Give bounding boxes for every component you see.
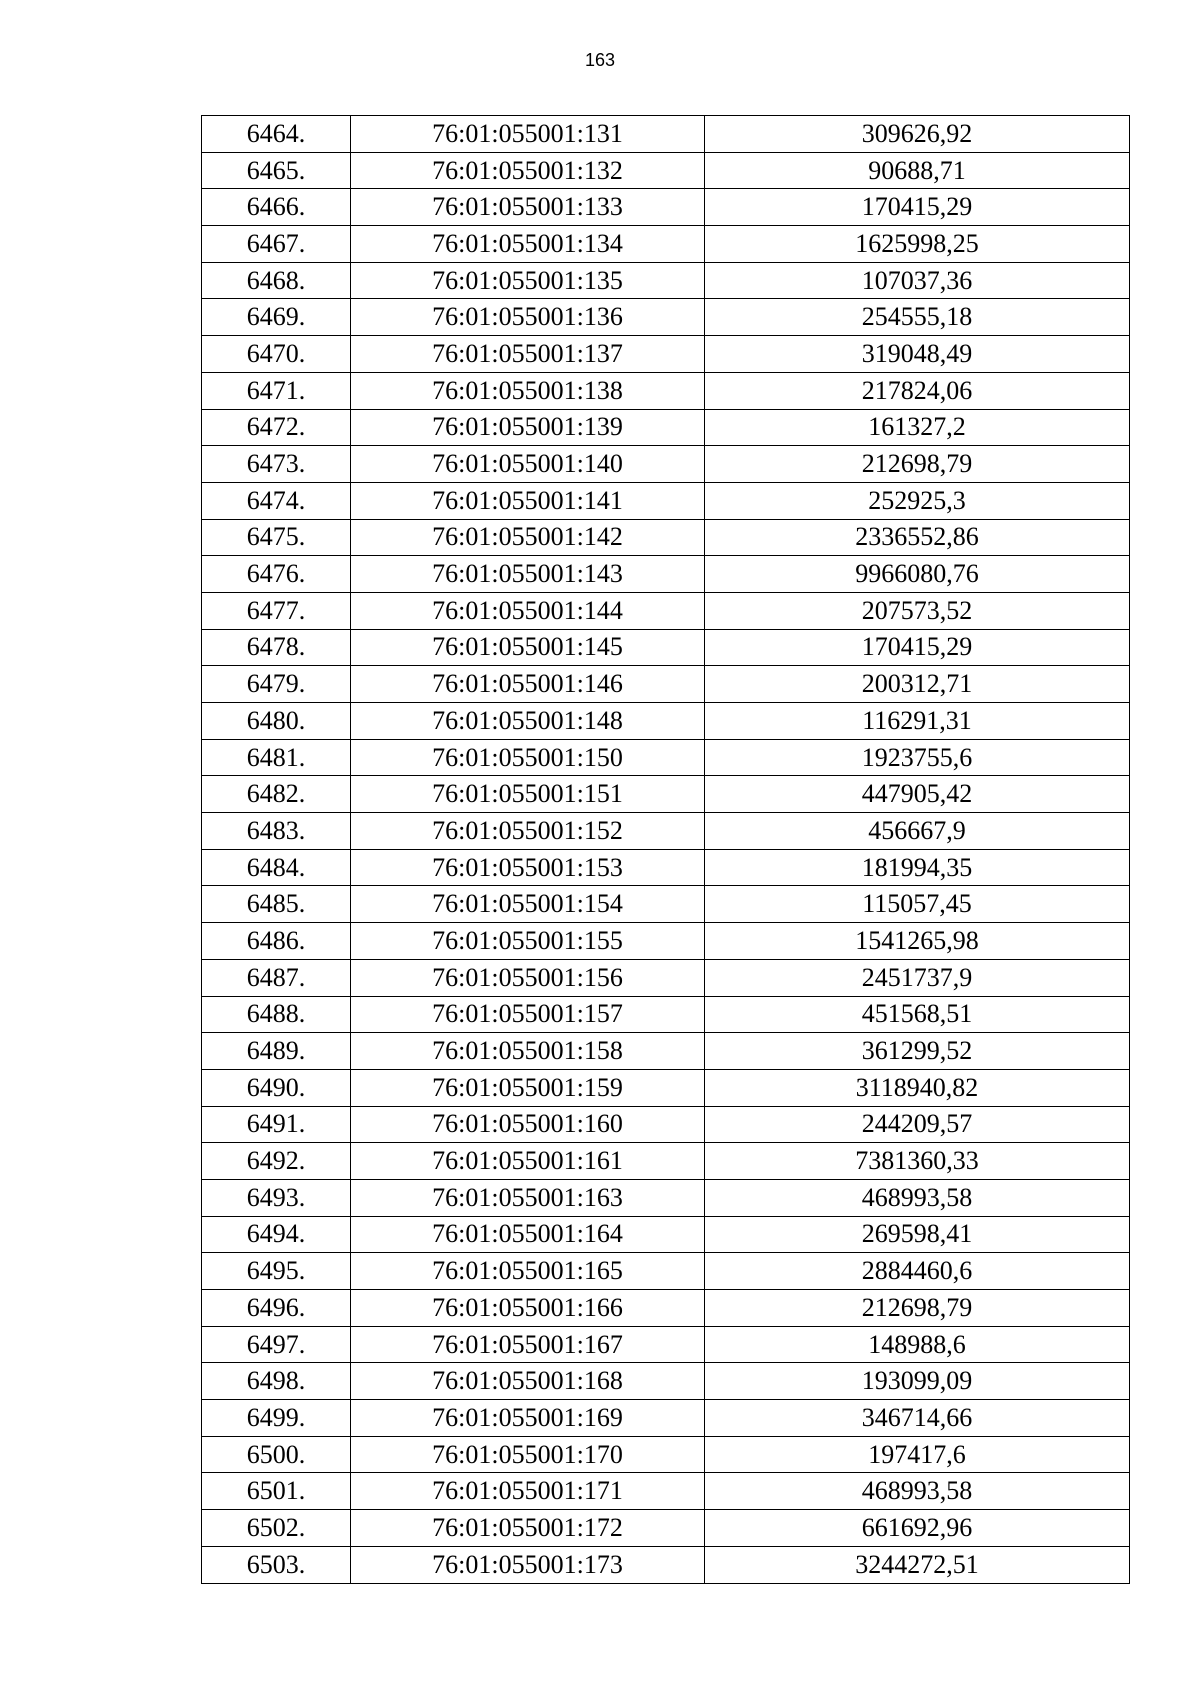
- page-number: 163: [584, 50, 616, 70]
- value-cell: 309626,92: [705, 116, 1130, 153]
- value-cell: 161327,2: [705, 409, 1130, 446]
- row-number-cell: 6478.: [202, 629, 351, 666]
- cadastral-number-cell: 76:01:055001:161: [351, 1143, 705, 1180]
- cadastral-number-cell: 76:01:055001:140: [351, 446, 705, 483]
- table-row: [202, 336, 1130, 373]
- value-cell: 181994,35: [705, 849, 1130, 886]
- table-row: [202, 1069, 1130, 1106]
- cadastral-number-cell: 76:01:055001:168: [351, 1363, 705, 1400]
- cadastral-number-cell: 76:01:055001:163: [351, 1179, 705, 1216]
- table-row: [202, 703, 1130, 740]
- value-cell: 2336552,86: [705, 519, 1130, 556]
- value-cell: 1923755,6: [705, 739, 1130, 776]
- table-row: [202, 1143, 1130, 1180]
- cadastral-number-cell: 76:01:055001:135: [351, 262, 705, 299]
- cadastral-number-cell: 76:01:055001:157: [351, 996, 705, 1033]
- row-number-cell: 6491.: [202, 1106, 351, 1143]
- cadastral-number-cell: 76:01:055001:171: [351, 1473, 705, 1510]
- row-number-cell: 6484.: [202, 849, 351, 886]
- table-row: [202, 923, 1130, 960]
- row-number-cell: 6473.: [202, 446, 351, 483]
- value-cell: 468993,58: [705, 1179, 1130, 1216]
- value-cell: 456667,9: [705, 813, 1130, 850]
- table-row: [202, 1400, 1130, 1437]
- cadastral-number-cell: 76:01:055001:164: [351, 1216, 705, 1253]
- table-row: [202, 409, 1130, 446]
- table-row: [202, 116, 1130, 153]
- cadastral-number-cell: 76:01:055001:151: [351, 776, 705, 813]
- cadastral-number-cell: 76:01:055001:159: [351, 1069, 705, 1106]
- value-cell: 107037,36: [705, 262, 1130, 299]
- row-number-cell: 6472.: [202, 409, 351, 446]
- row-number-cell: 6468.: [202, 262, 351, 299]
- row-number-cell: 6489.: [202, 1033, 351, 1070]
- row-number-cell: 6496.: [202, 1290, 351, 1327]
- cadastral-number-cell: 76:01:055001:139: [351, 409, 705, 446]
- cadastral-number-cell: 76:01:055001:156: [351, 959, 705, 996]
- table-row: [202, 482, 1130, 519]
- table-row: [202, 519, 1130, 556]
- cadastral-number-cell: 76:01:055001:133: [351, 189, 705, 226]
- value-cell: 90688,71: [705, 152, 1130, 189]
- cadastral-number-cell: 76:01:055001:143: [351, 556, 705, 593]
- cadastral-number-cell: 76:01:055001:134: [351, 226, 705, 263]
- table-row: [202, 739, 1130, 776]
- table-body: [202, 116, 1130, 1584]
- table-row: [202, 1106, 1130, 1143]
- table-row: [202, 1473, 1130, 1510]
- row-number-cell: 6499.: [202, 1400, 351, 1437]
- cadastral-number-cell: 76:01:055001:131: [351, 116, 705, 153]
- value-cell: 193099,09: [705, 1363, 1130, 1400]
- cadastral-number-cell: 76:01:055001:148: [351, 703, 705, 740]
- row-number-cell: 6466.: [202, 189, 351, 226]
- value-cell: 115057,45: [705, 886, 1130, 923]
- row-number-cell: 6481.: [202, 739, 351, 776]
- table-row: [202, 1253, 1130, 1290]
- value-cell: 254555,18: [705, 299, 1130, 336]
- row-number-cell: 6485.: [202, 886, 351, 923]
- value-cell: 170415,29: [705, 629, 1130, 666]
- row-number-cell: 6482.: [202, 776, 351, 813]
- table-row: [202, 629, 1130, 666]
- value-cell: 244209,57: [705, 1106, 1130, 1143]
- value-cell: 252925,3: [705, 482, 1130, 519]
- value-cell: 217824,06: [705, 372, 1130, 409]
- row-number-cell: 6494.: [202, 1216, 351, 1253]
- table-row: [202, 299, 1130, 336]
- table-row: [202, 666, 1130, 703]
- cadastral-number-cell: 76:01:055001:167: [351, 1326, 705, 1363]
- cadastral-number-cell: 76:01:055001:160: [351, 1106, 705, 1143]
- value-cell: 2451737,9: [705, 959, 1130, 996]
- row-number-cell: 6480.: [202, 703, 351, 740]
- row-number-cell: 6501.: [202, 1473, 351, 1510]
- cadastral-number-cell: 76:01:055001:153: [351, 849, 705, 886]
- row-number-cell: 6465.: [202, 152, 351, 189]
- value-cell: 7381360,33: [705, 1143, 1130, 1180]
- value-cell: 346714,66: [705, 1400, 1130, 1437]
- cadastral-number-cell: 76:01:055001:144: [351, 592, 705, 629]
- table-row: [202, 1033, 1130, 1070]
- row-number-cell: 6493.: [202, 1179, 351, 1216]
- value-cell: 661692,96: [705, 1510, 1130, 1547]
- table-row: [202, 1216, 1130, 1253]
- value-cell: 170415,29: [705, 189, 1130, 226]
- cadastral-number-cell: 76:01:055001:138: [351, 372, 705, 409]
- value-cell: 319048,49: [705, 336, 1130, 373]
- value-cell: 447905,42: [705, 776, 1130, 813]
- value-cell: 3118940,82: [705, 1069, 1130, 1106]
- cadastral-number-cell: 76:01:055001:152: [351, 813, 705, 850]
- table-row: [202, 959, 1130, 996]
- cadastral-number-cell: 76:01:055001:165: [351, 1253, 705, 1290]
- cadastral-number-cell: 76:01:055001:137: [351, 336, 705, 373]
- value-cell: 9966080,76: [705, 556, 1130, 593]
- row-number-cell: 6470.: [202, 336, 351, 373]
- row-number-cell: 6479.: [202, 666, 351, 703]
- table-row: [202, 152, 1130, 189]
- value-cell: 200312,71: [705, 666, 1130, 703]
- row-number-cell: 6503.: [202, 1546, 351, 1583]
- table-row: [202, 1326, 1130, 1363]
- cadastral-number-cell: 76:01:055001:170: [351, 1436, 705, 1473]
- row-number-cell: 6500.: [202, 1436, 351, 1473]
- cadastral-number-cell: 76:01:055001:150: [351, 739, 705, 776]
- row-number-cell: 6502.: [202, 1510, 351, 1547]
- value-cell: 2884460,6: [705, 1253, 1130, 1290]
- table-row: [202, 1510, 1130, 1547]
- table-row: [202, 1290, 1130, 1327]
- value-cell: 1625998,25: [705, 226, 1130, 263]
- table-row: [202, 1363, 1130, 1400]
- row-number-cell: 6492.: [202, 1143, 351, 1180]
- table-row: [202, 262, 1130, 299]
- cadastral-number-cell: 76:01:055001:155: [351, 923, 705, 960]
- value-cell: 207573,52: [705, 592, 1130, 629]
- table-row: [202, 776, 1130, 813]
- value-cell: 468993,58: [705, 1473, 1130, 1510]
- row-number-cell: 6497.: [202, 1326, 351, 1363]
- row-number-cell: 6477.: [202, 592, 351, 629]
- row-number-cell: 6474.: [202, 482, 351, 519]
- row-number-cell: 6471.: [202, 372, 351, 409]
- row-number-cell: 6495.: [202, 1253, 351, 1290]
- table-row: [202, 556, 1130, 593]
- row-number-cell: 6498.: [202, 1363, 351, 1400]
- table-row: [202, 189, 1130, 226]
- value-cell: 3244272,51: [705, 1546, 1130, 1583]
- table-row: [202, 996, 1130, 1033]
- row-number-cell: 6490.: [202, 1069, 351, 1106]
- value-cell: 197417,6: [705, 1436, 1130, 1473]
- table-row: [202, 372, 1130, 409]
- row-number-cell: 6467.: [202, 226, 351, 263]
- cadastral-number-cell: 76:01:055001:166: [351, 1290, 705, 1327]
- cadastral-number-cell: 76:01:055001:158: [351, 1033, 705, 1070]
- cadastral-number-cell: 76:01:055001:146: [351, 666, 705, 703]
- table-row: [202, 886, 1130, 923]
- value-cell: 451568,51: [705, 996, 1130, 1033]
- cadastral-number-cell: 76:01:055001:173: [351, 1546, 705, 1583]
- row-number-cell: 6464.: [202, 116, 351, 153]
- cadastral-number-cell: 76:01:055001:169: [351, 1400, 705, 1437]
- row-number-cell: 6488.: [202, 996, 351, 1033]
- table-row: [202, 592, 1130, 629]
- value-cell: 361299,52: [705, 1033, 1130, 1070]
- data-table: [201, 115, 1130, 1584]
- table-row: [202, 1436, 1130, 1473]
- row-number-cell: 6476.: [202, 556, 351, 593]
- cadastral-number-cell: 76:01:055001:172: [351, 1510, 705, 1547]
- value-cell: 212698,79: [705, 1290, 1130, 1327]
- cadastral-number-cell: 76:01:055001:141: [351, 482, 705, 519]
- table-row: [202, 446, 1130, 483]
- value-cell: 269598,41: [705, 1216, 1130, 1253]
- value-cell: 116291,31: [705, 703, 1130, 740]
- value-cell: 148988,6: [705, 1326, 1130, 1363]
- table-row: [202, 1546, 1130, 1583]
- row-number-cell: 6487.: [202, 959, 351, 996]
- table-row: [202, 226, 1130, 263]
- table-row: [202, 849, 1130, 886]
- row-number-cell: 6469.: [202, 299, 351, 336]
- value-cell: 1541265,98: [705, 923, 1130, 960]
- row-number-cell: 6483.: [202, 813, 351, 850]
- cadastral-number-cell: 76:01:055001:145: [351, 629, 705, 666]
- cadastral-number-cell: 76:01:055001:142: [351, 519, 705, 556]
- table-row: [202, 813, 1130, 850]
- cadastral-number-cell: 76:01:055001:132: [351, 152, 705, 189]
- cadastral-number-cell: 76:01:055001:136: [351, 299, 705, 336]
- value-cell: 212698,79: [705, 446, 1130, 483]
- table-row: [202, 1179, 1130, 1216]
- cadastral-number-cell: 76:01:055001:154: [351, 886, 705, 923]
- row-number-cell: 6486.: [202, 923, 351, 960]
- row-number-cell: 6475.: [202, 519, 351, 556]
